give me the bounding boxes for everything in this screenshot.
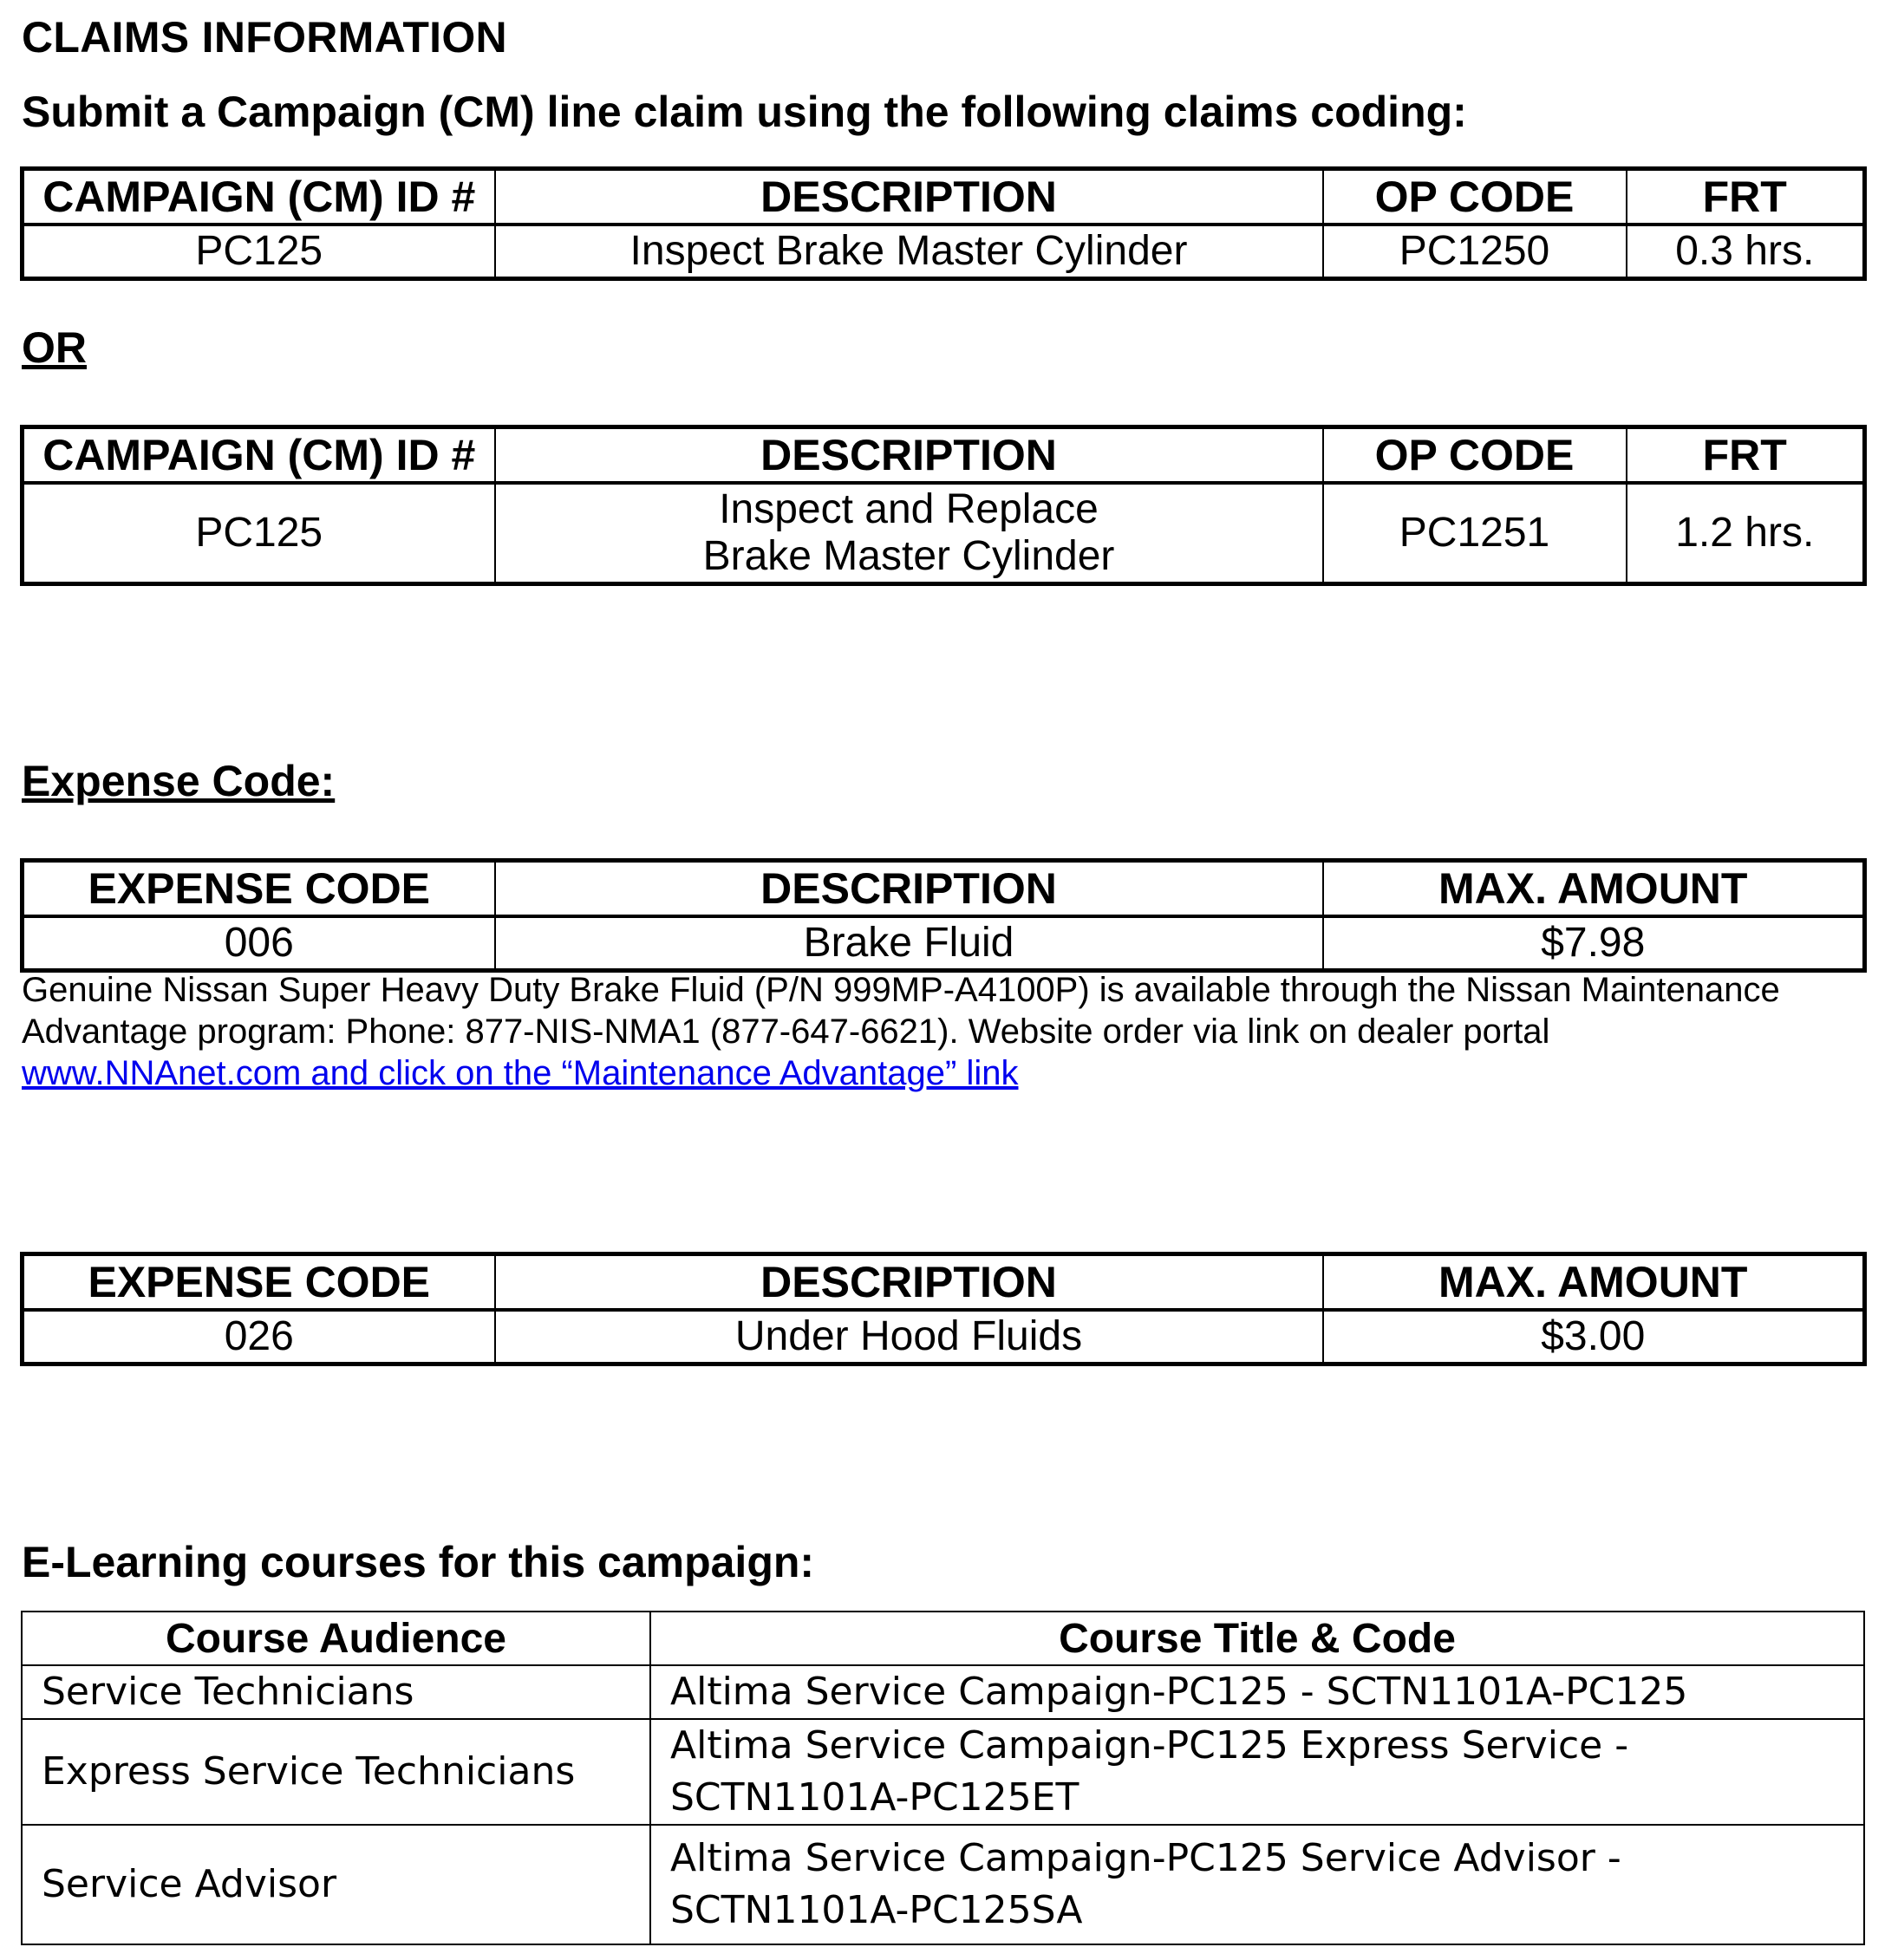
table-header-row bbox=[23, 427, 1865, 484]
brake-fluid-note bbox=[22, 969, 1886, 1094]
frt-header: FRT bbox=[1627, 427, 1865, 484]
elearning-courses-table bbox=[21, 1611, 1865, 1945]
table-row bbox=[22, 1665, 1864, 1719]
table-header-row bbox=[23, 861, 1865, 917]
claims-instruction: Submit a Campaign (CM) line claim using the following claims coding: bbox=[22, 88, 1467, 136]
campaign-id-header: CAMPAIGN (CM) ID # bbox=[23, 169, 495, 225]
table-header-row bbox=[23, 1254, 1865, 1311]
max-amount-cell: $7.98 bbox=[1323, 916, 1865, 971]
course-title-line-2: SCTN1101A-PC125SA bbox=[670, 1888, 1083, 1932]
expense-code-table-1 bbox=[20, 858, 1867, 973]
claims-coding-table-2 bbox=[20, 425, 1867, 586]
op-code-cell: PC1251 bbox=[1323, 483, 1627, 584]
op-code-header: OP CODE bbox=[1323, 427, 1627, 484]
max-amount-header: MAX. AMOUNT bbox=[1323, 861, 1865, 917]
table-header-row bbox=[22, 1612, 1864, 1665]
claims-information-heading: CLAIMS INFORMATION bbox=[22, 13, 507, 62]
expense-code-header: EXPENSE CODE bbox=[23, 1254, 495, 1311]
description-cell bbox=[495, 483, 1323, 584]
table-row bbox=[23, 225, 1865, 279]
description-line-2: Brake Master Cylinder bbox=[702, 533, 1115, 579]
course-title-cell bbox=[650, 1719, 1864, 1825]
note-line-1: Genuine Nissan Super Heavy Duty Brake Fluid (P/N 999MP-A4100P) is available through the Nissan Maintenance bbox=[22, 971, 1780, 1009]
or-separator: OR bbox=[22, 323, 87, 372]
description-cell: Inspect Brake Master Cylinder bbox=[495, 225, 1323, 279]
description-line-1: Inspect and Replace bbox=[719, 486, 1099, 533]
elearning-heading: E-Learning courses for this campaign: bbox=[22, 1538, 815, 1586]
op-code-cell: PC1250 bbox=[1323, 225, 1627, 279]
maintenance-advantage-link[interactable]: www.NNAnet.com and click on the “Maintenance Advantage” link bbox=[22, 1054, 1019, 1092]
note-line-2: Advantage program: Phone: 877-NIS-NMA1 (877-647-6621). Website order via link on dealer portal bbox=[22, 1013, 1550, 1051]
course-title-cell bbox=[650, 1825, 1864, 1944]
course-title-line-1: Altima Service Campaign-PC125 Service Advisor - bbox=[670, 1836, 1621, 1880]
course-audience-cell: Service Technicians bbox=[22, 1665, 650, 1719]
course-title-header: Course Title & Code bbox=[650, 1612, 1864, 1665]
claims-coding-table-1 bbox=[20, 166, 1867, 281]
expense-code-heading: Expense Code: bbox=[22, 757, 336, 805]
description-header: DESCRIPTION bbox=[495, 1254, 1323, 1311]
table-row bbox=[23, 1310, 1865, 1364]
max-amount-header: MAX. AMOUNT bbox=[1323, 1254, 1865, 1311]
description-cell: Brake Fluid bbox=[495, 916, 1323, 971]
campaign-id-cell: PC125 bbox=[23, 225, 495, 279]
course-title-line-1: Altima Service Campaign-PC125 Express Service - bbox=[670, 1723, 1629, 1768]
description-header: DESCRIPTION bbox=[495, 427, 1323, 484]
campaign-id-header: CAMPAIGN (CM) ID # bbox=[23, 427, 495, 484]
course-title-line-1: Altima Service Campaign-PC125 - SCTN1101A-PC125 bbox=[670, 1670, 1688, 1714]
campaign-id-cell: PC125 bbox=[23, 483, 495, 584]
op-code-header: OP CODE bbox=[1323, 169, 1627, 225]
expense-code-cell: 006 bbox=[23, 916, 495, 971]
max-amount-cell: $3.00 bbox=[1323, 1310, 1865, 1364]
frt-header: FRT bbox=[1627, 169, 1865, 225]
course-audience-cell: Express Service Technicians bbox=[22, 1719, 650, 1825]
description-header: DESCRIPTION bbox=[495, 169, 1323, 225]
table-row bbox=[22, 1719, 1864, 1825]
frt-cell: 0.3 hrs. bbox=[1627, 225, 1865, 279]
table-header-row bbox=[23, 169, 1865, 225]
expense-code-table-2 bbox=[20, 1252, 1867, 1366]
frt-cell: 1.2 hrs. bbox=[1627, 483, 1865, 584]
description-header: DESCRIPTION bbox=[495, 861, 1323, 917]
course-audience-cell: Service Advisor bbox=[22, 1825, 650, 1944]
course-title-line-2: SCTN1101A-PC125ET bbox=[670, 1775, 1079, 1820]
description-cell: Under Hood Fluids bbox=[495, 1310, 1323, 1364]
table-row bbox=[23, 483, 1865, 584]
table-row bbox=[22, 1825, 1864, 1944]
course-title-cell bbox=[650, 1665, 1864, 1719]
expense-code-cell: 026 bbox=[23, 1310, 495, 1364]
table-row bbox=[23, 916, 1865, 971]
course-audience-header: Course Audience bbox=[22, 1612, 650, 1665]
expense-code-header: EXPENSE CODE bbox=[23, 861, 495, 917]
